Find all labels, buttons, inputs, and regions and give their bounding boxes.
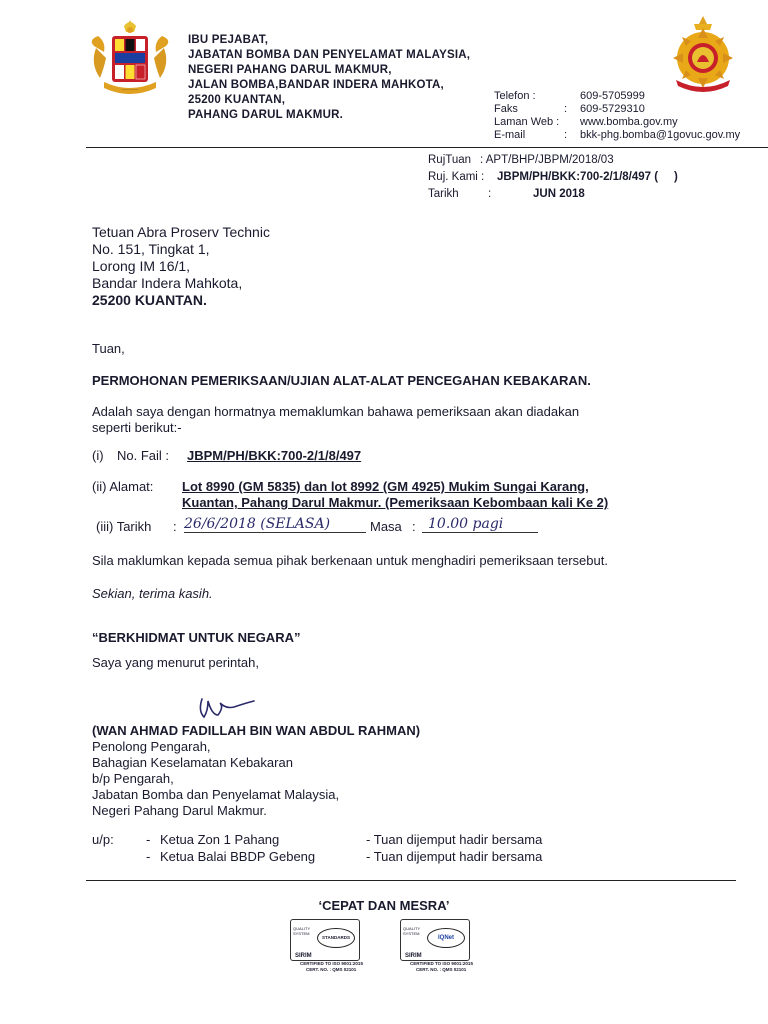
- standards-mark: STANDARDS: [317, 928, 355, 948]
- cert-top-text: QUALITY SYSTEM: [293, 926, 311, 936]
- iqnet-certification-badge: [400, 919, 470, 961]
- recipient-line: No. 151, Tingkat 1,: [92, 241, 210, 257]
- notice-paragraph: Sila maklumkan kepada semua pihak berkenaan untuk menghadiri pemeriksaan tersebut.: [92, 553, 608, 568]
- recipient-line: Bandar Indera Mahkota,: [92, 275, 243, 291]
- letterhead-address: [188, 33, 508, 123]
- recipient-city: 25200 KUANTAN.: [92, 292, 207, 308]
- header-divider: [86, 147, 768, 148]
- recipient-line: Lorong IM 16/1,: [92, 258, 191, 274]
- contact-block: [494, 90, 754, 142]
- cc-block: [92, 830, 592, 866]
- salutation: Tuan,: [92, 341, 125, 356]
- website-label: Laman Web :: [494, 116, 560, 128]
- letterhead-line: JABATAN BOMBA DAN PENYELAMAT MALAYSIA,: [188, 49, 471, 61]
- motto: “BERKHIDMAT UNTUK NEGARA”: [92, 630, 301, 645]
- cert-caption-line: CERTIFIED TO ISO 9001:2015: [410, 961, 473, 966]
- item-colon: :: [412, 519, 416, 534]
- intro-paragraph: [92, 404, 652, 436]
- svg-text:~~~~~~~: ~~~~~~~: [121, 87, 139, 92]
- item-date-time: [96, 516, 656, 542]
- cert-top-text: QUALITY SYSTEM: [403, 926, 421, 936]
- fax-sep: :: [564, 103, 568, 115]
- intro-line: seperti berikut:-: [92, 420, 182, 435]
- cc-name: Ketua Balai BBDP Gebeng: [160, 849, 316, 864]
- email-label: E-mail: [494, 129, 526, 141]
- rujtuan-label: RujTuan: [428, 154, 472, 166]
- address-line: Lot 8990 (GM 5835) dan lot 8992 (GM 4925) Mukim Sungai Karang,: [182, 479, 589, 494]
- footer-slogan: ‘CEPAT DAN MESRA’: [318, 898, 450, 913]
- address-value: [182, 479, 687, 511]
- tarikh-value: JUN 2018: [533, 188, 585, 200]
- letter-subject: PERMOHONAN PEMERIKSAAN/UJIAN ALAT-ALAT PENCEGAHAN KEBAKARAN.: [92, 373, 591, 388]
- tarikh-sep: :: [488, 188, 492, 200]
- phone-label: Telefon :: [494, 90, 536, 102]
- cert-caption-line: CERT. NO. : QMS 02101: [306, 967, 357, 972]
- handwritten-date: 26/6/2018 (SELASA): [184, 516, 366, 533]
- item-label: (iii) Tarikh: [96, 519, 152, 534]
- reference-block: [428, 153, 758, 204]
- signatory-line: Bahagian Keselamatan Kebakaran: [92, 755, 293, 770]
- cc-note: - Tuan dijemput hadir bersama: [366, 849, 543, 864]
- by-order-line: Saya yang menurut perintah,: [92, 655, 259, 670]
- rujkami-value: JBPM/PH/BKK:700-2/1/8/497 ( ): [497, 171, 678, 183]
- cc-name: Ketua Zon 1 Pahang: [160, 832, 280, 847]
- cc-dash: -: [146, 849, 151, 864]
- closing-line: Sekian, terima kasih.: [92, 586, 213, 601]
- letterhead-line: JALAN BOMBA,BANDAR INDERA MAHKOTA,: [188, 79, 444, 91]
- intro-line: Adalah saya dengan hormatnya memaklumkan bahawa pemeriksaan akan diadakan: [92, 404, 580, 419]
- file-number-value: JBPM/PH/BKK:700-2/1/8/497: [187, 448, 362, 463]
- signatory-name: (WAN AHMAD FADILLAH BIN WAN ABDUL RAHMAN): [92, 723, 421, 738]
- item-address: [92, 479, 692, 515]
- handwritten-time: 10.00 pagi: [422, 516, 538, 533]
- cc-note: - Tuan dijemput hadir bersama: [366, 832, 543, 847]
- cc-dash: -: [146, 832, 151, 847]
- rujkami-label: Ruj. Kami :: [428, 171, 485, 183]
- item-file-no: [92, 448, 692, 466]
- iso-certification-badge: [290, 919, 360, 961]
- email-value: bkk-phg.bomba@1govuc.gov.my: [580, 129, 741, 141]
- signatory-line: Negeri Pahang Darul Makmur.: [92, 803, 267, 818]
- letterhead-line: 25200 KUANTAN,: [188, 94, 286, 106]
- address-line: Kuantan, Pahang Darul Makmur. (Pemeriksaan Kebombaan kali Ke 2): [182, 495, 609, 510]
- rujtuan-value: : APT/BHP/JBPM/2018/03: [480, 154, 614, 166]
- letterhead-line: NEGERI PAHANG DARUL MAKMUR,: [188, 64, 392, 76]
- website-value: www.bomba.gov.my: [580, 116, 678, 128]
- tarikh-label: Tarikh: [428, 188, 459, 200]
- cert-caption: [410, 961, 473, 973]
- phone-value: 609-5705999: [580, 90, 645, 102]
- cc-label: u/p:: [92, 832, 114, 847]
- sirim-brand: SIRIM: [295, 953, 312, 959]
- item-label: No. Fail :: [117, 448, 170, 463]
- item-number: (i): [92, 448, 104, 463]
- cert-caption-line: CERTIFIED TO ISO 9001:2015: [300, 961, 363, 966]
- signatory-line: Jabatan Bomba dan Penyelamat Malaysia,: [92, 787, 340, 802]
- letterhead-line: PAHANG DARUL MAKMUR.: [188, 109, 343, 121]
- footer-divider: [86, 880, 736, 881]
- signature-mark: [194, 693, 264, 725]
- iqnet-mark: IQNet: [427, 928, 465, 948]
- letterhead-line: IBU PEJABAT,: [188, 34, 269, 46]
- time-label: Masa: [370, 519, 402, 534]
- bomba-emblem-logo: [664, 14, 742, 94]
- item-colon: :: [173, 519, 177, 534]
- item-label: (ii) Alamat:: [92, 479, 154, 494]
- signatory-line: Penolong Pengarah,: [92, 739, 211, 754]
- cert-caption-line: CERT. NO. : QMS 02101: [416, 967, 467, 972]
- signatory-line: b/p Pengarah,: [92, 771, 174, 786]
- recipient-address: [92, 224, 270, 309]
- recipient-line: Tetuan Abra Proserv Technic: [92, 224, 270, 240]
- fax-label: Faks: [494, 103, 518, 115]
- coat-of-arms-logo: [84, 18, 176, 102]
- sirim-brand: SIRIM: [405, 953, 422, 959]
- cert-caption: [300, 961, 363, 973]
- email-sep: :: [564, 129, 568, 141]
- signatory-block: [92, 723, 420, 819]
- fax-value: 609-5729310: [580, 103, 645, 115]
